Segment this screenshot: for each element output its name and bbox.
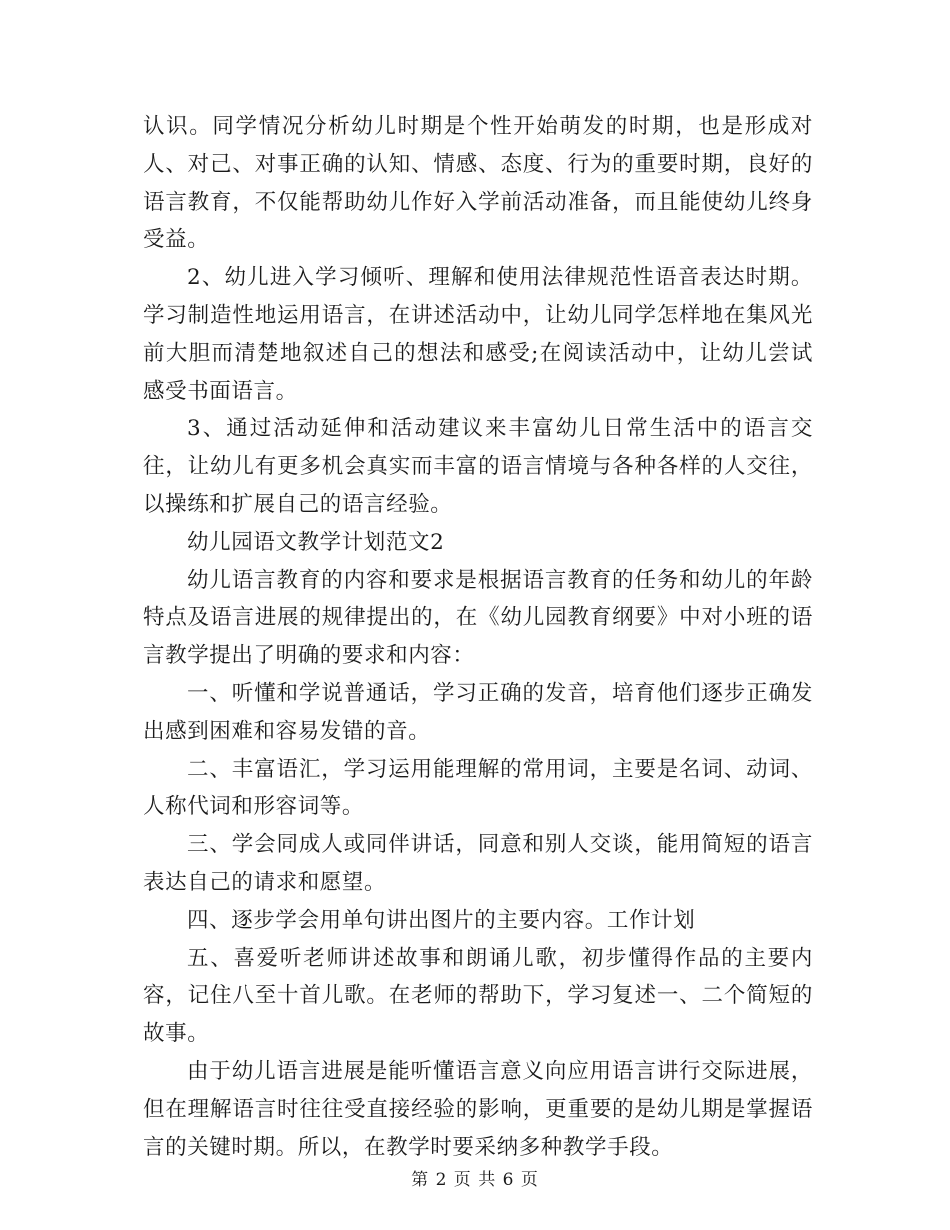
paragraph-requirement-2: 二、丰富语汇，学习运用能理解的常用词，主要是名词、动词、人称代词和形容词等。	[143, 756, 813, 820]
paragraph-intro: 幼儿语言教育的内容和要求是根据语言教育的任务和幼儿的年龄特点及语言进展的规律提出的，在《幼儿园教育纲要》中对小班的语言教学提出了明确的要求和内容：	[143, 567, 813, 669]
paragraph-item-3: 3、通过活动延伸和活动建议来丰富幼儿日常生活中的语言交往，让幼儿有更多机会真实而丰富的语言情境与各种各样的人交往，以操练和扩展自己的语言经验。	[143, 416, 813, 517]
paragraph-requirement-3: 三、学会同成人或同伴讲话，同意和别人交谈，能用简短的语言表达自己的请求和愿望。	[143, 832, 813, 895]
paragraph-conclusion: 由于幼儿语言进展是能听懂语言意义向应用语言讲行交际进展，但在理解语言时往往受直接经验的影响，更重要的是幼儿期是掌握语言的关键时期。所以，在教学时要采纳多种教学手段。	[143, 1058, 813, 1160]
page-number-footer: 第 2 页 共 6 页	[411, 1170, 539, 1190]
paragraph-requirement-1: 一、听懂和学说普通话，学习正确的发音，培育他们逐步正确发出感到困难和容易发错的音。	[143, 680, 813, 744]
section-heading: 幼儿园语文教学计划范文2	[187, 529, 445, 555]
paragraph-continuation: 认识。同学情况分析幼儿时期是个性开始萌发的时期，也是形成对人、对己、对事正确的认知、情感、态度、行为的重要时期，良好的语言教育，不仅能帮助幼儿作好入学前活动准备，而且能使幼儿终身受益。	[143, 114, 813, 253]
document-body	[143, 108, 813, 1166]
paragraph-requirement-5: 五、喜爱听老师讲述故事和朗诵儿歌，初步懂得作品的主要内容，记住八至十首儿歌。在老师的帮助下，学习复述一、二个简短的故事。	[143, 945, 813, 1047]
paragraph-item-2: 2、幼儿进入学习倾听、理解和使用法律规范性语音表达时期。学习制造性地运用语言，在讲述活动中，让幼儿同学怎样地在集风光前大胆而清楚地叙述自己的想法和感受;在阅读活动中，让幼儿尝试感受书面语言。	[143, 265, 813, 404]
paragraph-requirement-4: 四、逐步学会用单句讲出图片的主要内容。工作计划	[187, 907, 696, 933]
